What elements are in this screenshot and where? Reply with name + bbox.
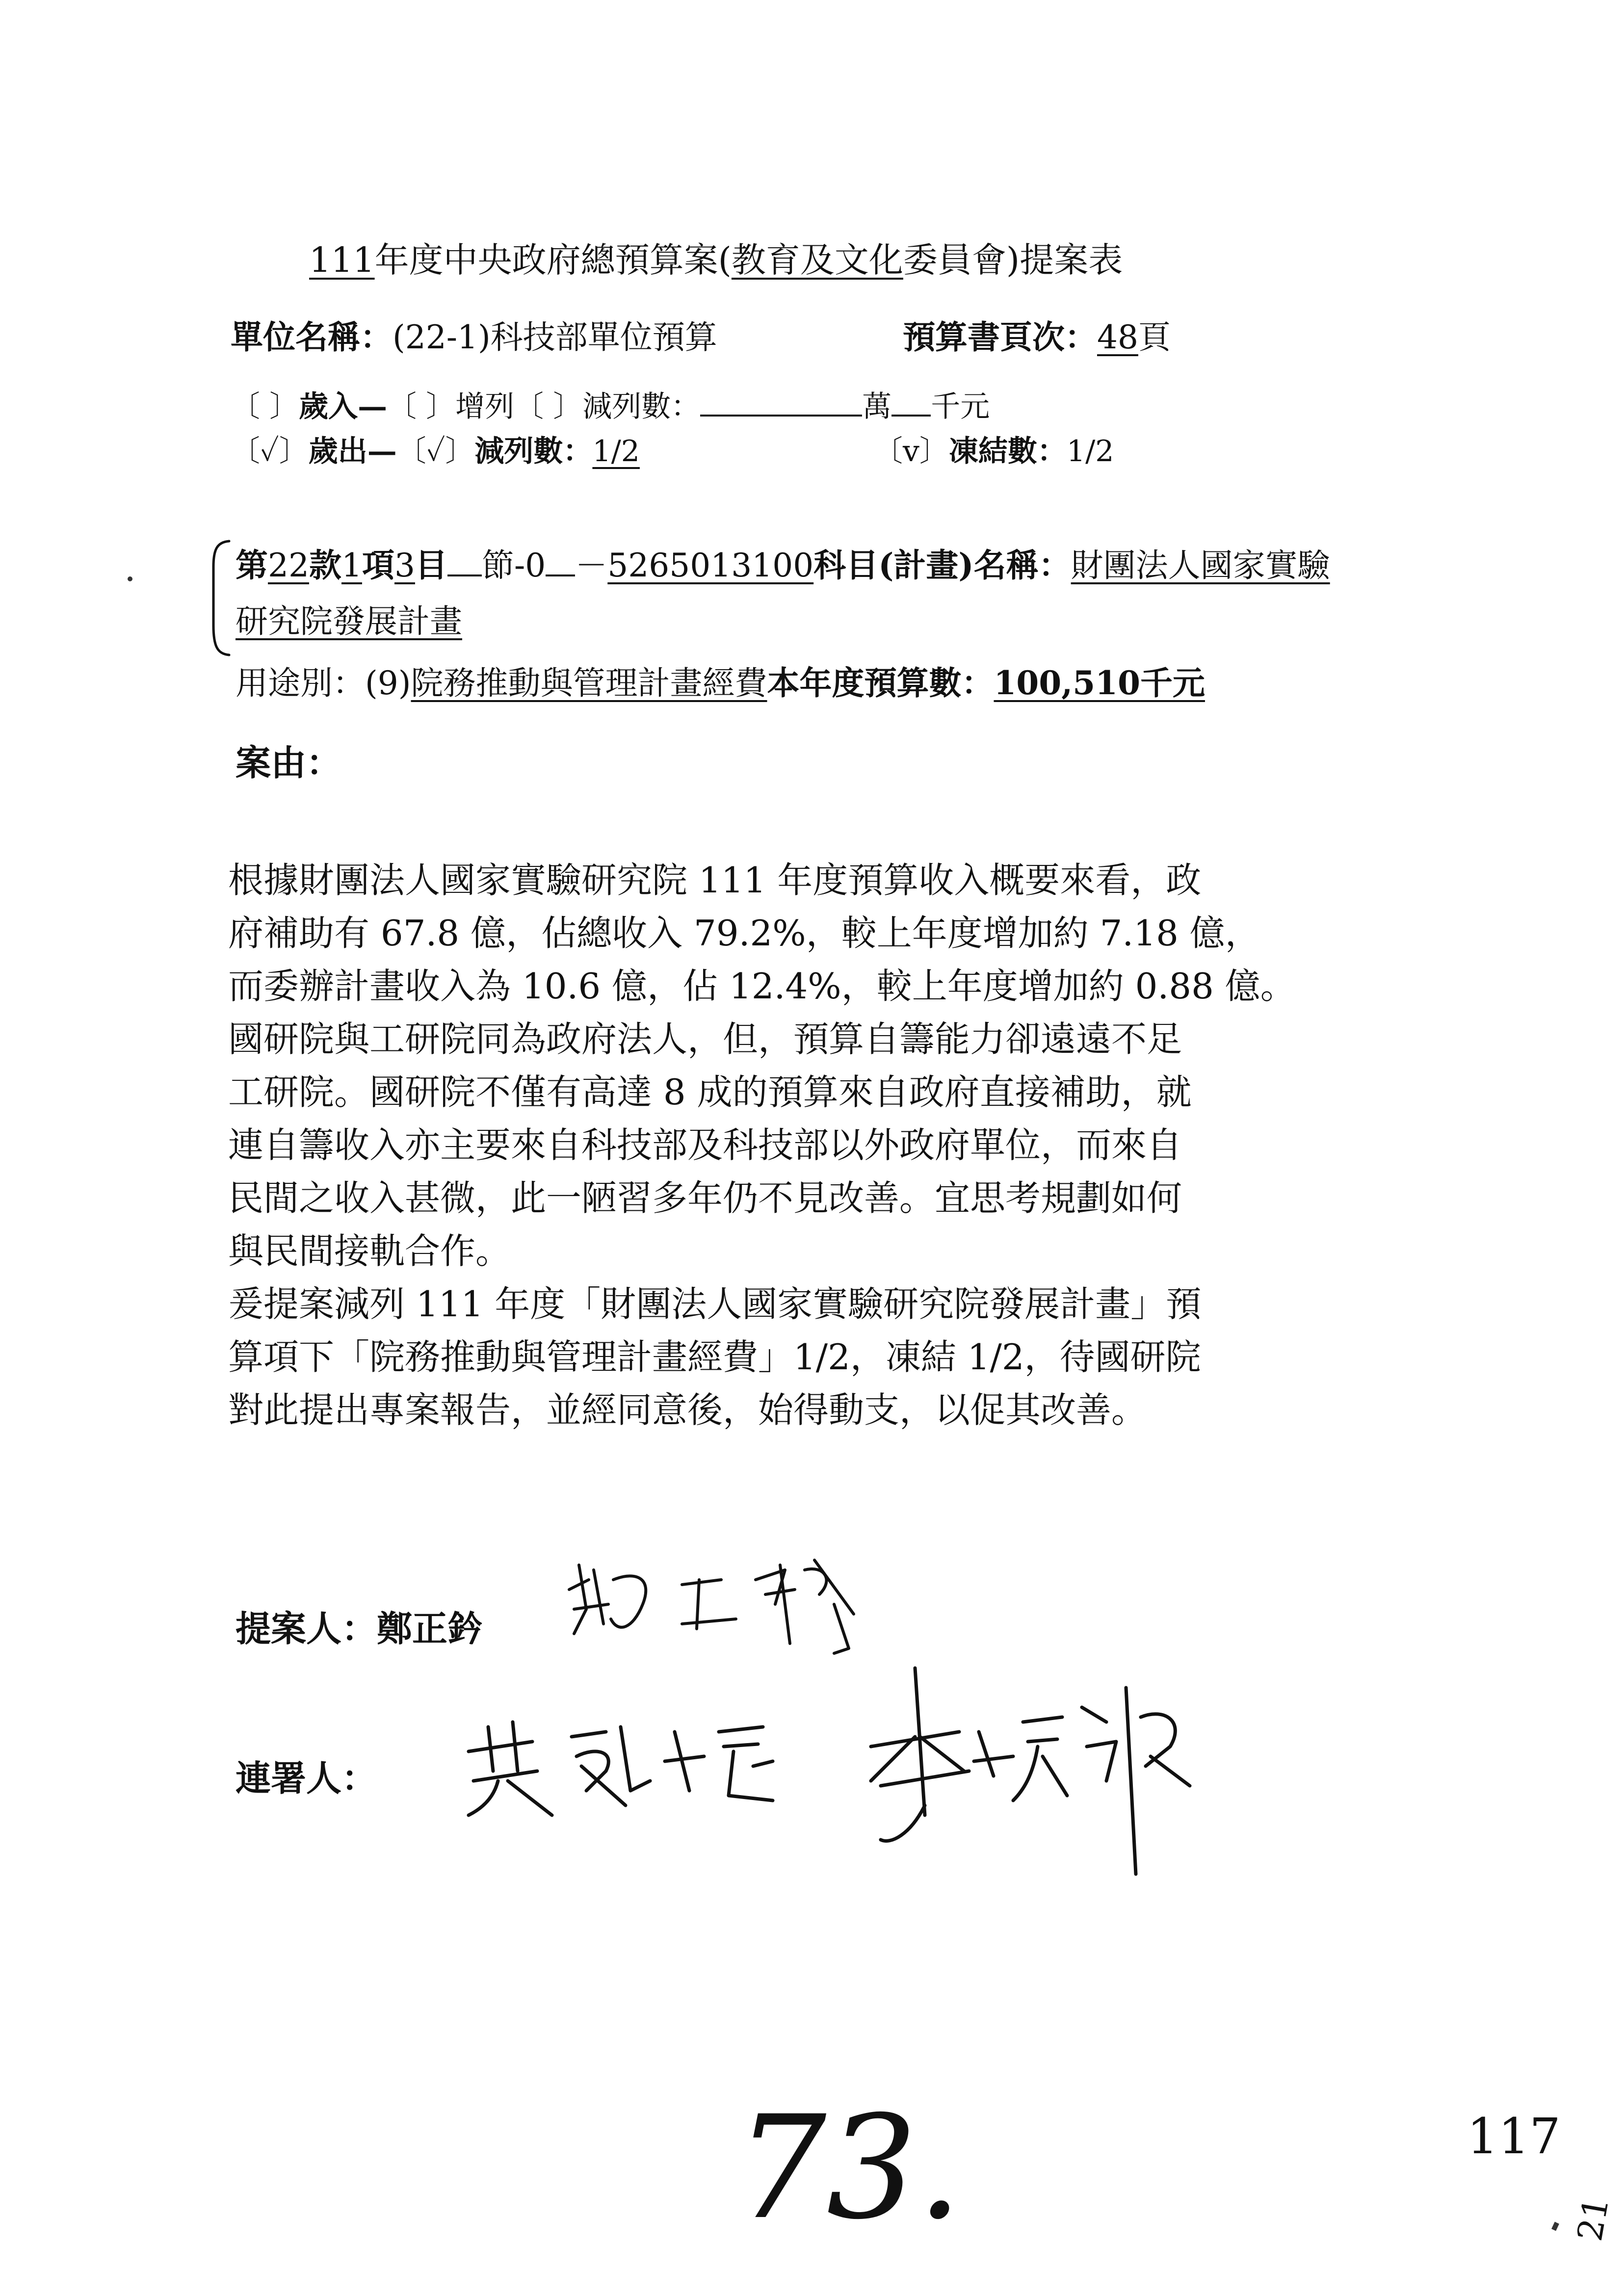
page-label: 預算書頁次： [903,318,1097,356]
budget-unit: 千元 [1140,664,1205,702]
mu-unit: 目 [415,546,447,584]
page-ref [903,316,1171,358]
revenue-qianyuan: 千元 [931,390,990,424]
expenditure-label: 歲出— [308,434,397,469]
body-line: 民間之收入甚微，此一陋習多年仍不見改善。宜思考規劃如何 [228,1177,1182,1219]
proposer-signature [559,1550,873,1663]
qian-blank [891,385,931,417]
revenue-decrease: 減列數： [582,390,701,424]
cosigners-label: 連署人： [236,1757,377,1799]
body-line: 連自籌收入亦主要來自科技部及科技部以外政府單位，而來自 [228,1124,1182,1166]
proposer-line [236,1604,483,1653]
freeze-label: 凍結數： [948,434,1067,469]
item-code: 5265013100 [607,547,814,584]
item-name-part1: 財團法人國家實驗 [1071,547,1330,584]
freeze-value: 1/2 [1066,434,1114,469]
revenue-bracket-2: 〔 〕 [387,390,456,424]
revenue-bracket-1: 〔 〕 [231,390,299,424]
purpose-label: 用途別：(9) [236,664,411,702]
body-line: 算項下「院務推動與管理計畫經費」1/2，凍結 1/2，待國研院 [228,1336,1201,1378]
scan-dot [128,576,132,581]
revenue-line [231,385,990,426]
jie-unit: 節-0 [481,547,546,584]
scan-mark [1551,2222,1559,2231]
purpose-value: 院務推動與管理計畫經費 [411,664,767,702]
unit-line [231,316,717,358]
reason-body [228,854,1450,1436]
xiang-unit: 項 [362,546,394,584]
title-year: 111 [309,240,375,280]
body-line: 爰提案減列 111 年度「財團法人國家實驗研究院發展計畫」預 [228,1283,1202,1325]
expenditure-decrease-label: 減列數： [474,434,593,469]
title-committee: 教育及文化 [731,240,903,280]
proposer-label: 提案人： [236,1608,377,1649]
revenue-bracket-3: 〔 〕 [514,390,583,424]
unit-label: 單位名稱： [231,318,393,356]
body-line: 根據財團法人國家實驗研究院 111 年度預算收入概要來看，政 [228,860,1202,901]
body-line: 國研院與工研院同為政府法人，但，預算自籌能力卻遠遠不足 [228,1018,1182,1060]
title-prefix: 年度中央政府總預算案( [374,240,732,280]
revenue-label: 歲入— [299,390,388,424]
cosigners-line [236,1754,377,1803]
freeze-bracket: 〔v〕 [873,434,949,469]
expenditure-bracket-2: 〔✓〕 [396,434,475,469]
expenditure-line [231,432,640,471]
body-line: 對此提出專案報告，並經同意後，始得動支，以促其改善。 [228,1389,1147,1431]
expenditure-bracket-1: 〔✓〕 [231,434,309,469]
revenue-wan: 萬 [862,390,892,424]
item-name-label: 科目(計畫)名稱： [813,546,1071,584]
kuan-unit: 款 [309,546,341,584]
cosigner-signature-2 [851,1658,1195,1884]
item-dash: － [575,547,608,584]
body-line: 與民間接軌合作。 [228,1230,511,1272]
document-title [309,238,1123,282]
corner-number: 117 [1467,2108,1561,2165]
cosigner-signature-1 [459,1707,812,1825]
xiang-value: 1 [341,547,362,584]
title-suffix: 委員會)提案表 [903,240,1123,280]
item-name-part2: 研究院發展計畫 [236,602,462,640]
budget-label: 本年度預算數： [767,664,994,702]
freeze-group [873,432,1114,471]
revenue-increase: 增列 [455,390,515,424]
jie-blank [447,550,482,576]
item-line-1 [236,545,1330,586]
kuan-value: 22 [268,547,309,584]
jie-code-blank [546,550,575,576]
kuan-label: 第 [236,546,268,584]
expenditure-decrease-value: 1/2 [592,434,640,469]
page-value: 48 [1097,318,1138,356]
item-line-2 [236,601,462,642]
reason-heading: 案由： [236,742,342,783]
body-line: 而委辦計畫收入為 10.6 億，佔 12.4%，較上年度增加約 0.88 億。 [228,965,1296,1007]
proposer-name: 鄭正鈐 [377,1608,483,1649]
body-line: 工研院。國研院不僅有高達 8 成的預算來自政府直接補助，就 [228,1071,1192,1113]
wan-blank [700,385,862,417]
mu-value: 3 [394,547,415,584]
side-number: 21 [1570,2194,1617,2244]
budget-value: 100,510 [994,664,1141,702]
body-line: 府補助有 67.8 億，佔總收入 79.2%，較上年度增加約 7.18 億， [228,913,1260,954]
page-unit: 頁 [1138,318,1171,356]
handwritten-page-number: 73. [736,2086,963,2251]
purpose-line [236,662,1205,704]
unit-value: (22-1)科技部單位預算 [393,318,717,356]
item-brace [204,537,233,660]
